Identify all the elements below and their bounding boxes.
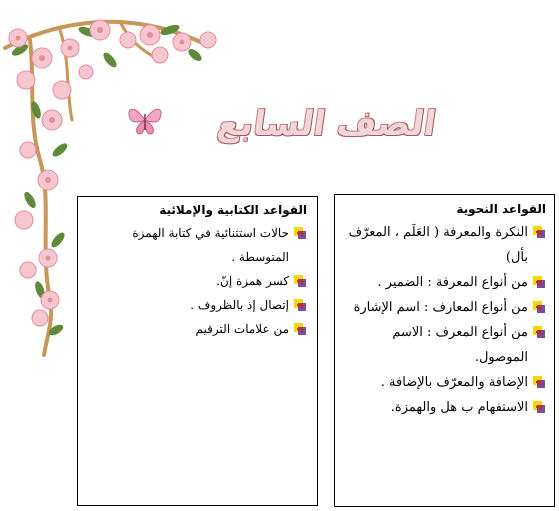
colored-square-bullet-icon [532, 300, 546, 314]
colored-square-bullet-icon [532, 325, 546, 339]
colored-square-bullet-icon [293, 322, 307, 336]
grammar-rule-3: من أنواع المعارف : اسم الإشارة [353, 300, 528, 315]
list-item [86, 221, 307, 269]
colored-square-bullet-icon [532, 275, 546, 289]
page-title: الصف السابع [214, 104, 439, 144]
list-item [341, 395, 546, 420]
list-item [341, 320, 546, 370]
writing-rule-2: كسر همزة إنّ. [216, 274, 289, 288]
grammar-rule-4: من أنواع المعرف : الاسم الموصول. [392, 325, 528, 365]
list-item [341, 370, 546, 395]
colored-square-bullet-icon [293, 274, 307, 288]
writing-rule-3: إتصال إذ بالظروف . [190, 298, 289, 312]
writing-rule-4: من علامات الترقيم [195, 322, 289, 336]
list-item [341, 270, 546, 295]
grammar-rules-list [341, 220, 546, 420]
grammar-rule-5: الإضافة والمعرّف بالإضافة . [380, 375, 528, 390]
grammar-rules-box [334, 194, 555, 507]
grammar-rule-6: الاستفهام ب هل والهمزة. [390, 400, 528, 415]
colored-square-bullet-icon [532, 225, 546, 239]
writing-rules-list [86, 221, 307, 341]
grammar-rule-2: من أنواع المعرفة : الضمير . [377, 275, 528, 290]
writing-rules-box [77, 196, 318, 506]
butterfly-icon [126, 102, 164, 138]
colored-square-bullet-icon [532, 400, 546, 414]
list-item [86, 293, 307, 317]
list-item [86, 317, 307, 341]
writing-rules-title: القواعد الكتابية والإملائية [159, 203, 307, 217]
list-item [86, 269, 307, 293]
colored-square-bullet-icon [532, 375, 546, 389]
grammar-rules-title: القواعد النحوية [456, 202, 546, 216]
grammar-rule-1: النكرة والمعرفة ( العَلَم ، المعرّف بأل) [348, 225, 528, 265]
list-item [341, 295, 546, 320]
colored-square-bullet-icon [293, 298, 307, 312]
colored-square-bullet-icon [293, 226, 307, 240]
list-item [341, 220, 546, 270]
writing-rule-1: حالات استثنائية في كتابة الهمزة المتوسطة . [132, 226, 289, 264]
